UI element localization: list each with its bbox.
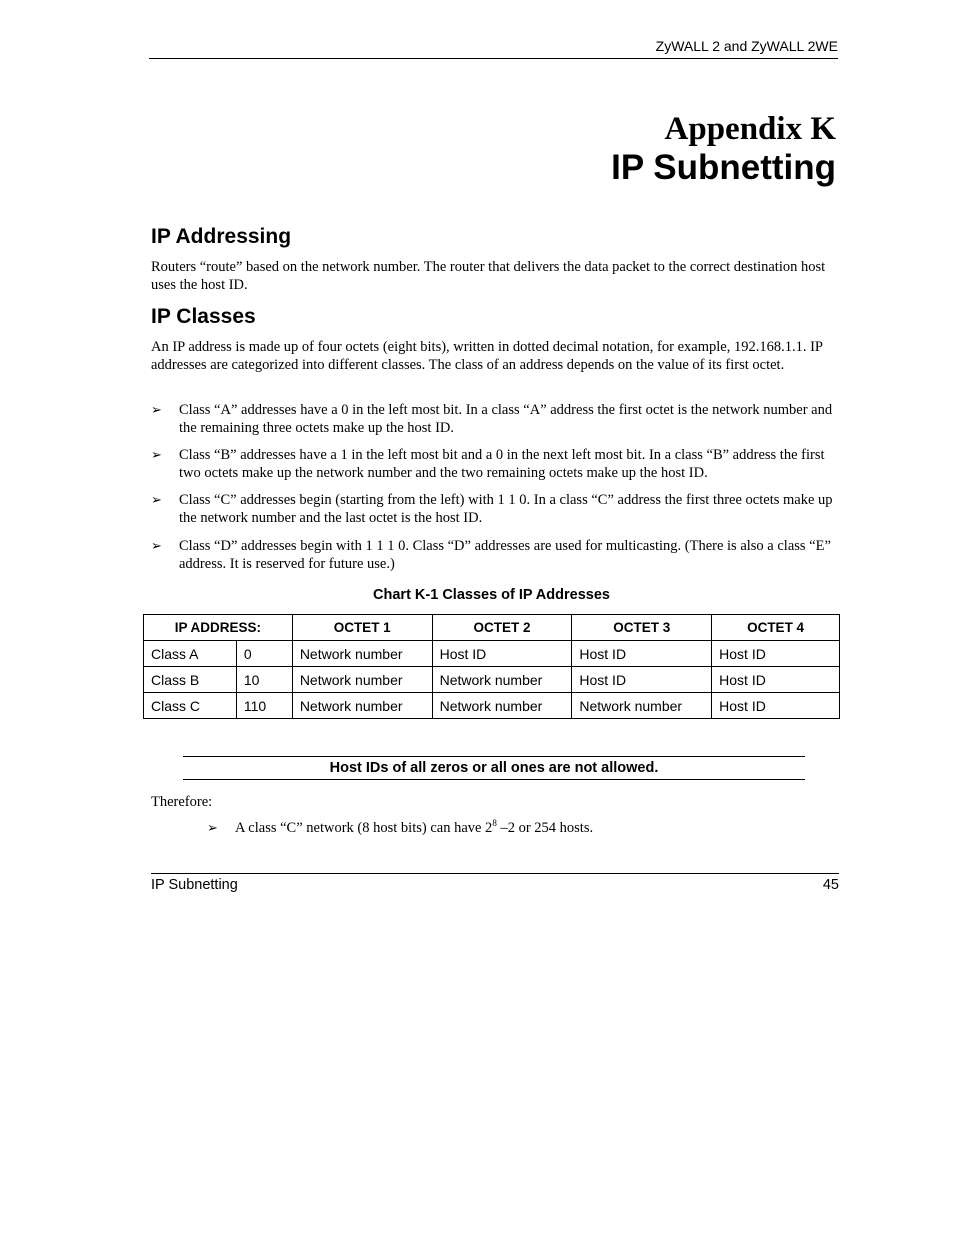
table-cell: Network number — [432, 693, 572, 719]
table-cell: Class C — [144, 693, 237, 719]
running-header: ZyWALL 2 and ZyWALL 2WE — [149, 36, 838, 59]
section-heading-ip-addressing: IP Addressing — [151, 225, 292, 248]
therefore-text-after: –2 or 254 hosts. — [496, 820, 594, 836]
appendix-label: Appendix K — [664, 111, 836, 147]
bullet-text: Class “D” addresses begin with 1 1 1 0. Class “D” addresses are used for multicasting. (There is also a class “E” address. It is reserved for future use.) — [179, 538, 831, 572]
table-cell: Network number — [292, 641, 432, 667]
arrowhead-bullet-icon: ➢ — [151, 447, 162, 462]
table-cell: Host ID — [712, 693, 840, 719]
therefore-list-item — [207, 819, 593, 837]
table-cell: Class A — [144, 641, 237, 667]
column-header-octet-4: OCTET 4 — [712, 615, 840, 641]
bullet-text: Class “B” addresses have a 1 in the left most bit and a 0 in the next left most bit. In a class “B” address the first two octets make up the network number and the two remaining octets make up the host ID. — [179, 447, 825, 481]
chapter-title: IP Subnetting — [611, 148, 836, 187]
arrowhead-bullet-icon: ➢ — [151, 402, 162, 417]
column-header-ip-address: IP ADDRESS: — [144, 615, 293, 641]
arrowhead-bullet-icon: ➢ — [151, 492, 162, 507]
ip-classes-bullet-list — [151, 401, 841, 582]
table-cell: 110 — [236, 693, 292, 719]
ip-addressing-paragraph: Routers “route” based on the network number. The router that delivers the data packet to the correct destination host uses the host ID. — [151, 259, 826, 293]
column-header-octet-2: OCTET 2 — [432, 615, 572, 641]
arrowhead-bullet-icon: ➢ — [207, 820, 218, 835]
note-box: Host IDs of all zeros or all ones are not allowed. — [183, 756, 805, 780]
table-caption: Chart K-1 Classes of IP Addresses — [373, 587, 610, 603]
table-cell: Host ID — [432, 641, 572, 667]
exponent: 8 — [492, 818, 497, 829]
therefore-text-before: A class “C” network (8 host bits) can have 2 — [235, 820, 493, 836]
footer-section-title: IP Subnetting — [151, 877, 238, 893]
page-number: 45 — [822, 877, 839, 893]
bullet-text: Class “A” addresses have a 0 in the left most bit. In a class “A” address the first octet is the network number and the remaining three octets make up the host ID. — [179, 402, 833, 436]
table-cell: Class B — [144, 667, 237, 693]
table-row — [144, 693, 840, 719]
table-header-row — [144, 615, 840, 641]
list-item — [151, 491, 841, 527]
list-item — [151, 401, 841, 437]
table-row — [144, 667, 840, 693]
ip-classes-paragraph: An IP address is made up of four octets (eight bits), written in dotted decimal notation, for example, 192.168.1.1. IP addresses are categorized into different classes. The class of an address depends on the value of its first octet. — [151, 339, 823, 373]
bullet-text: Class “C” addresses begin (starting from the left) with 1 1 0. In a class “C” address the first three octets make up the network number and the last octet is the host ID. — [179, 492, 833, 526]
table-cell: Network number — [292, 693, 432, 719]
table-cell: Network number — [292, 667, 432, 693]
table-cell: Host ID — [572, 667, 712, 693]
ip-classes-table — [143, 614, 840, 719]
table-cell: Host ID — [572, 641, 712, 667]
table-cell: Host ID — [712, 641, 840, 667]
list-item — [151, 537, 841, 573]
table-cell: 0 — [236, 641, 292, 667]
table-cell: 10 — [236, 667, 292, 693]
table-row — [144, 641, 840, 667]
column-header-octet-1: OCTET 1 — [292, 615, 432, 641]
section-heading-ip-classes: IP Classes — [151, 305, 256, 328]
table-cell: Host ID — [712, 667, 840, 693]
column-header-octet-3: OCTET 3 — [572, 615, 712, 641]
therefore-label: Therefore: — [151, 794, 213, 810]
page-footer — [151, 873, 839, 895]
table-cell: Network number — [572, 693, 712, 719]
list-item — [151, 446, 841, 482]
table-cell: Network number — [432, 667, 572, 693]
arrowhead-bullet-icon: ➢ — [151, 538, 162, 553]
